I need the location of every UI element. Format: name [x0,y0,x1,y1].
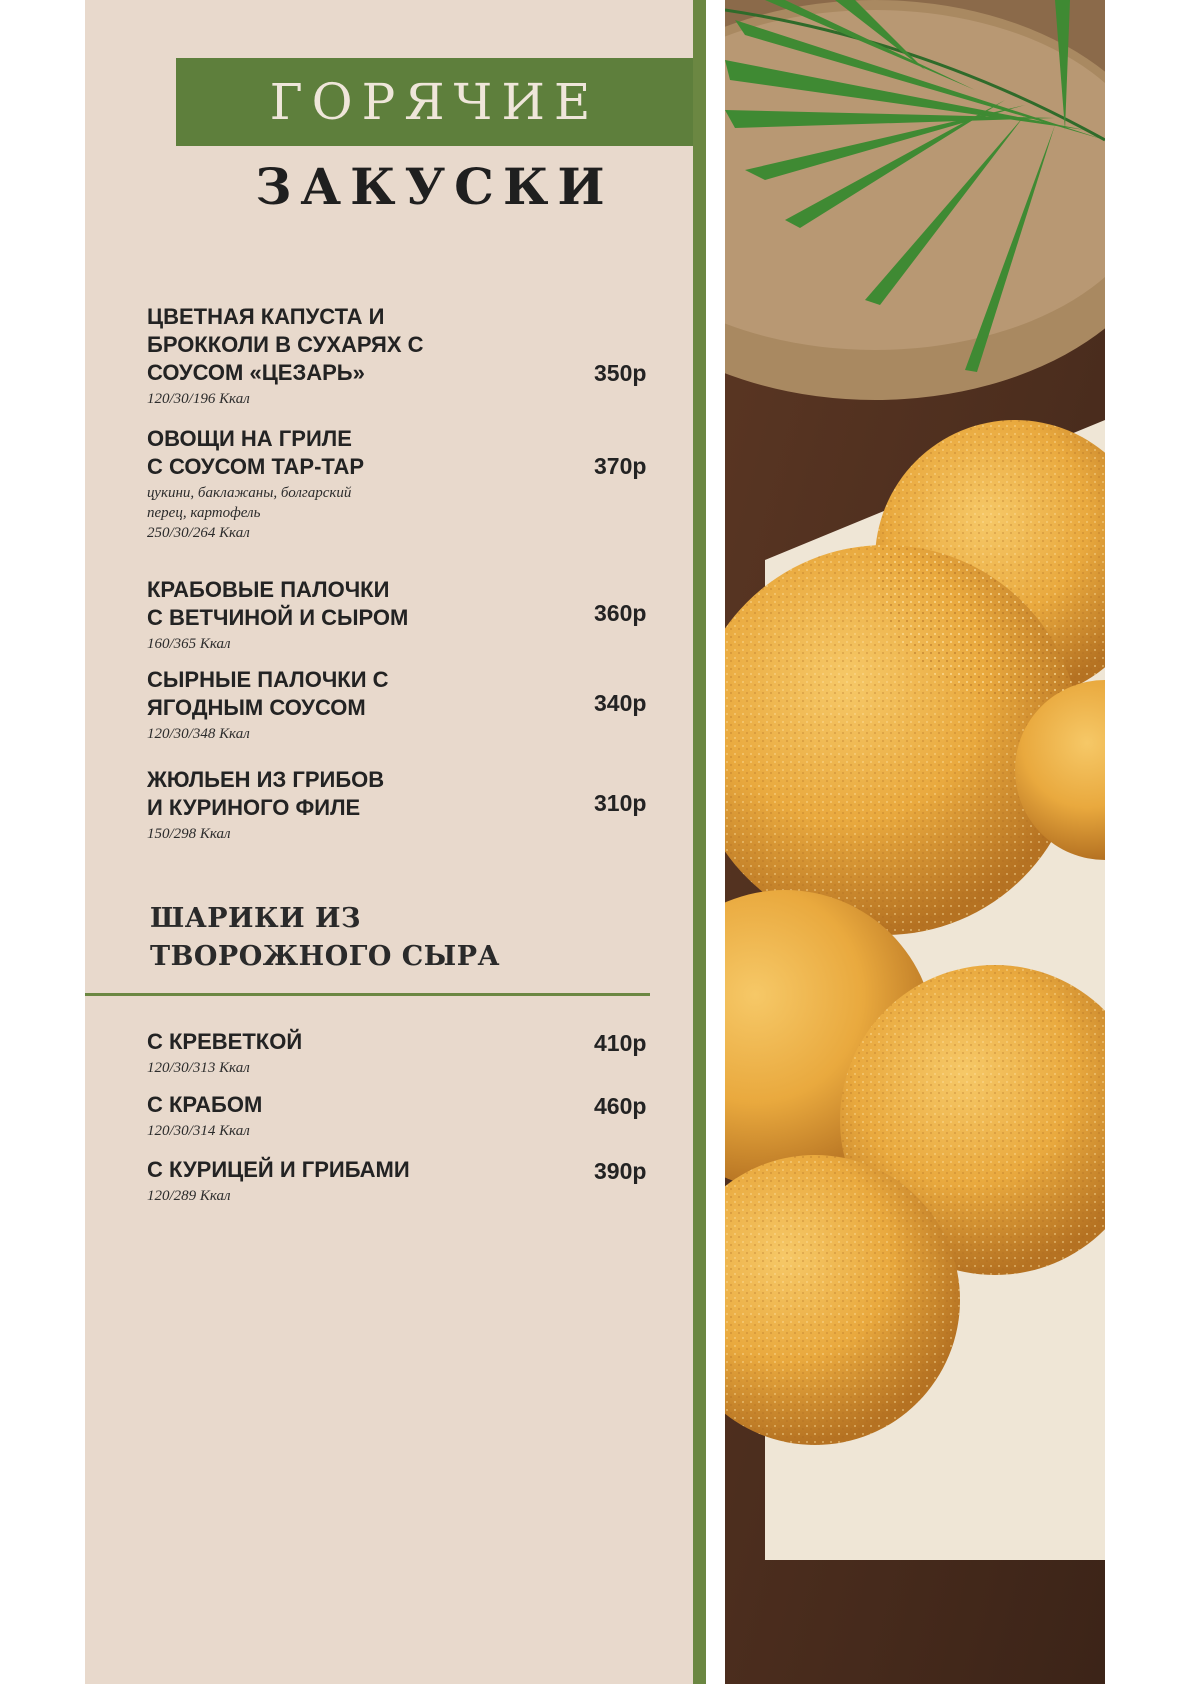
menu-item-price: 370р [594,453,647,479]
menu-item-price: 360р [594,600,647,626]
sub-menu-item-price: 460р [594,1093,647,1119]
menu-item-price: 350р [594,360,647,386]
sub-menu-item-name: С КРЕВЕТКОЙ [147,1029,303,1054]
menu-item-name: ЖЮЛЬЕН ИЗ ГРИБОВ И КУРИНОГО ФИЛЕ [147,767,385,820]
food-photo [725,0,1105,1684]
sub-menu-item-name: С КРАБОМ [147,1092,263,1117]
subsection-title: ШАРИКИ ИЗ ТВОРОЖНОГО СЫРА [150,903,500,972]
menu-item-name: КРАБОВЫЕ ПАЛОЧКИ С ВЕТЧИНОЙ И СЫРОМ [147,577,409,630]
page-title-line2: ЗАКУСКИ [255,157,614,216]
sub-menu-item-desc: 120/30/313 Ккал [147,1060,250,1076]
menu-item-name: ЦВЕТНАЯ КАПУСТА И БРОККОЛИ В СУХАРЯХ С СОУСОМ «ЦЕЗАРЬ» [147,304,424,385]
menu-item-price: 310р [594,790,647,816]
section-divider [85,993,650,996]
menu-item-desc: 160/365 Ккал [147,636,231,652]
sub-menu-item-price: 390р [594,1158,647,1184]
menu-item-desc: цукини, баклажаны, болгарский перец, картофель 250/30/264 Ккал [147,485,352,541]
menu-item-desc: 120/30/196 Ккал [147,391,250,407]
sub-menu-item-name: С КУРИЦЕЙ И ГРИБАМИ [147,1157,410,1182]
menu-item [147,425,677,543]
menu-item-name: СЫРНЫЕ ПАЛОЧКИ С ЯГОДНЫМ СОУСОМ [147,667,389,720]
menu-item-name: ОВОЩИ НА ГРИЛЕ С СОУСОМ ТАР-ТАР [147,426,365,479]
menu-item-price: 340р [594,690,647,716]
sub-menu-item-desc: 120/289 Ккал [147,1188,231,1204]
page-title-line1: ГОРЯЧИЕ [269,73,600,131]
green-accent-bar [693,0,706,1684]
sub-menu-item-price: 410р [594,1030,647,1056]
menu-item-desc: 150/298 Ккал [147,826,231,842]
menu-item [147,303,677,409]
sub-menu-item-desc: 120/30/314 Ккал [147,1123,250,1139]
menu-item-desc: 120/30/348 Ккал [147,726,250,742]
